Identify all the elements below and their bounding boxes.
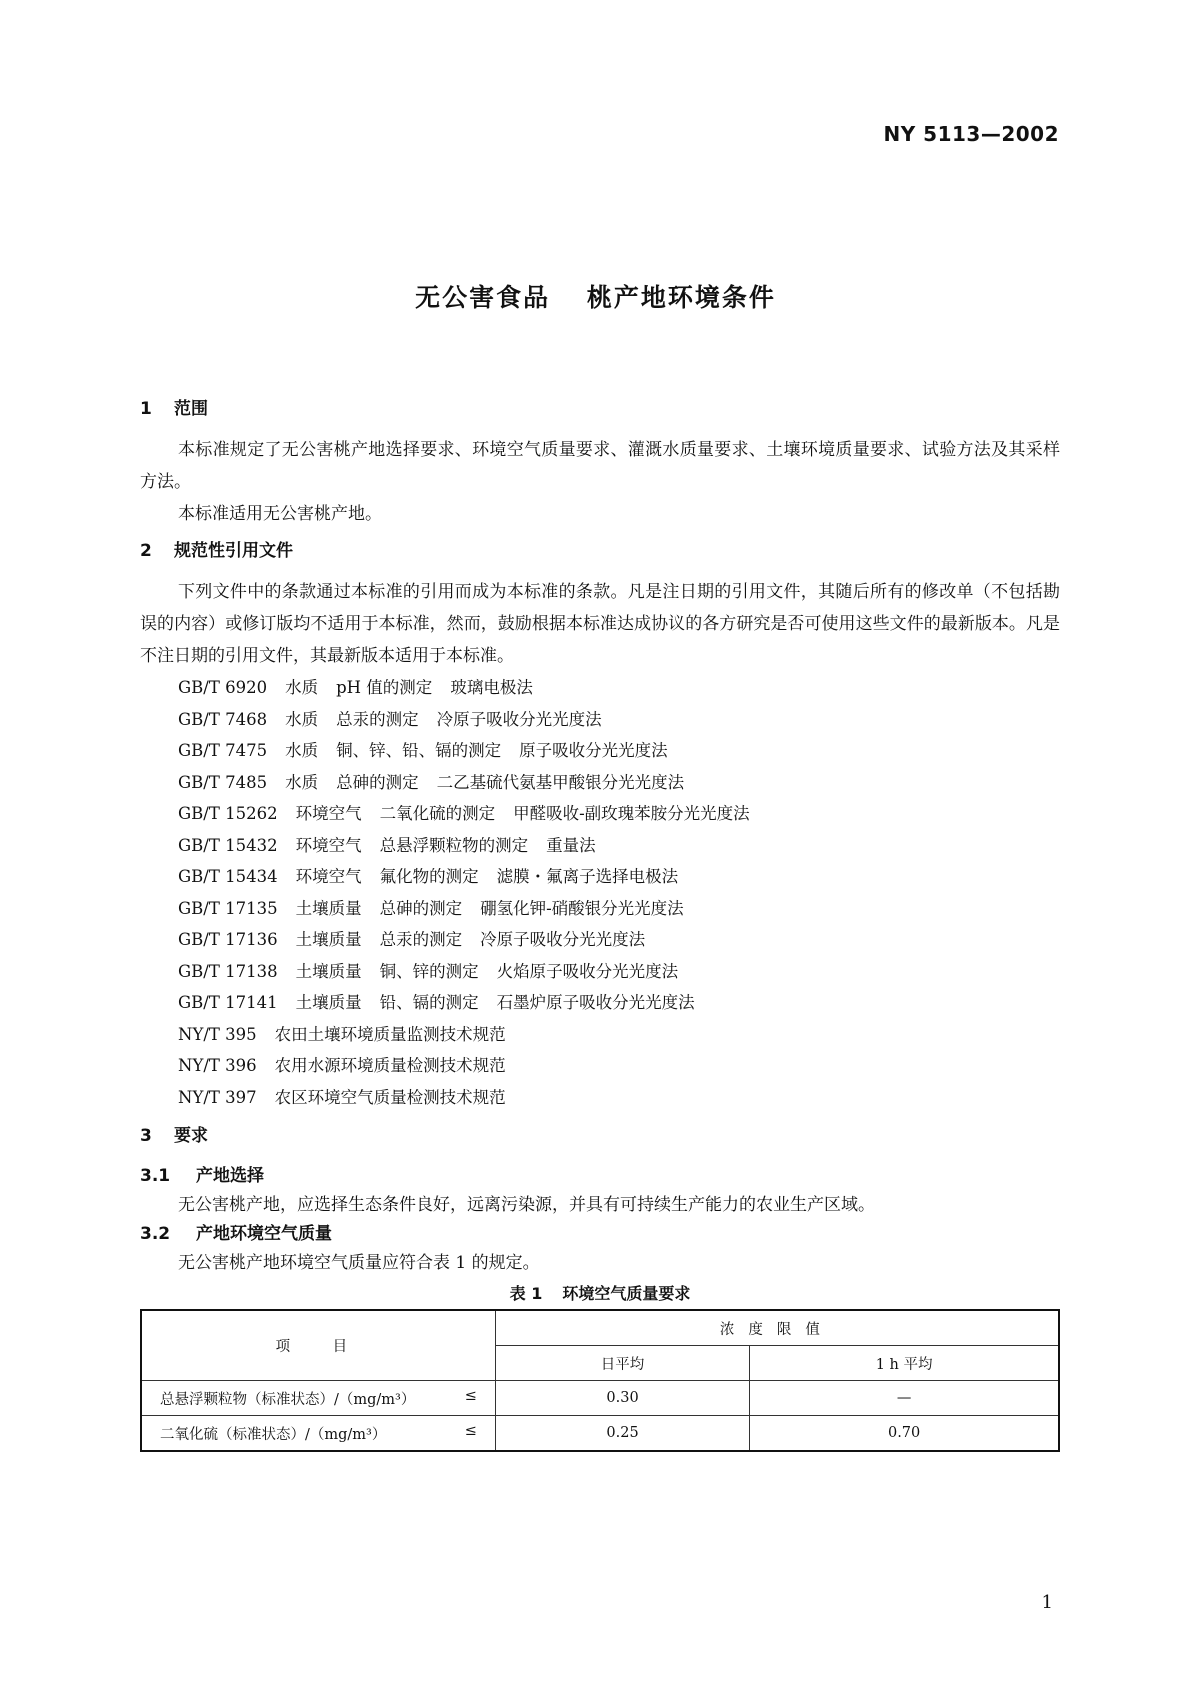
- header-daily: 日平均: [495, 1346, 749, 1381]
- reference-item: GB/T 17135 土壤质量 总砷的测定 硼氢化钾-硝酸银分光光度法: [178, 898, 684, 918]
- reference-item: GB/T 7475 水质 铜、锌、铅、镉的测定 原子吸收分光光度法: [178, 741, 668, 760]
- paragraph: 下列文件中的条款通过本标准的引用而成为本标准的条款。凡是注日期的引用文件，其随后所有的修改单（不包括勘误的内容）或修订版均不适用于本标准，然而，鼓励根据本标准达成协议的各方研究是否可使用这些文件的最新版本。凡是不注日期的引用文件，其最新版本适用于本标准。: [140, 582, 1060, 666]
- header-hourly: 1 h 平均: [750, 1346, 1059, 1381]
- reference-item: GB/T 6920 水质 pH 值的测定 玻璃电极法: [178, 678, 533, 697]
- reference-item: NY/T 397 农区环境空气质量检测技术规范: [178, 1087, 506, 1107]
- section-3-heading: [140, 1123, 1060, 1149]
- header-item: 项 目: [141, 1310, 495, 1381]
- table-header-row: [141, 1310, 1059, 1346]
- section-title: 规范性引用文件: [174, 541, 293, 561]
- section-3-1-heading: [140, 1163, 1060, 1189]
- standard-number: NY 5113—2002: [883, 122, 1059, 146]
- paragraph: 无公害桃产地环境空气质量应符合表 1 的规定。: [178, 1253, 540, 1273]
- table-row: [141, 1416, 1059, 1452]
- row-hourly: 0.70: [750, 1416, 1059, 1452]
- reference-item: GB/T 15434 环境空气 氟化物的测定 滤膜・氟离子选择电极法: [178, 867, 679, 886]
- reference-item: GB/T 17136 土壤质量 总汞的测定 冷原子吸收分光光度法: [178, 930, 646, 949]
- row-hourly: —: [750, 1381, 1059, 1416]
- table-label: 表 1: [509, 1284, 543, 1303]
- document-title: [0, 278, 1191, 314]
- page-number: 1: [1041, 1592, 1053, 1613]
- section-number: 3.2: [140, 1224, 171, 1244]
- reference-item: GB/T 15432 环境空气 总悬浮颗粒物的测定 重量法: [178, 835, 596, 855]
- section-number: 3.1: [140, 1166, 171, 1186]
- reference-item: NY/T 395 农田土壤环境质量监测技术规范: [178, 1024, 506, 1044]
- table-row: [141, 1381, 1059, 1416]
- reference-item: GB/T 15262 环境空气 二氧化硫的测定 甲醛吸收-副玫瑰苯胺分光光度法: [178, 804, 750, 823]
- section-title: 要求: [174, 1126, 208, 1146]
- paragraph: 本标准规定了无公害桃产地选择要求、环境空气质量要求、灌溉水质量要求、土壤环境质量要求、试验方法及其采样方法。: [140, 440, 1060, 492]
- row-item: 总悬浮颗粒物（标准状态）/（mg/m³） ≤: [141, 1381, 495, 1416]
- reference-item: GB/T 17141 土壤质量 铅、镉的测定 石墨炉原子吸收分光光度法: [178, 993, 695, 1012]
- section-1-heading: [140, 396, 1060, 422]
- row-daily: 0.30: [495, 1381, 749, 1416]
- section-title: 产地选择: [196, 1166, 264, 1186]
- reference-item: GB/T 7468 水质 总汞的测定 冷原子吸收分光光度法: [178, 709, 602, 729]
- reference-item: GB/T 17138 土壤质量 铜、锌的测定 火焰原子吸收分光光度法: [178, 961, 679, 981]
- table-title: 环境空气质量要求: [562, 1284, 691, 1303]
- air-quality-table: [140, 1309, 1060, 1452]
- reference-item: GB/T 7485 水质 总砷的测定 二乙基硫代氨基甲酸银分光光度法: [178, 772, 685, 792]
- title-right: 桃产地环境条件: [586, 283, 776, 312]
- title-left: 无公害食品: [415, 283, 551, 312]
- reference-item: NY/T 396 农用水源环境质量检测技术规范: [178, 1056, 506, 1075]
- section-title: 范围: [174, 399, 208, 419]
- reference-list: [140, 672, 1060, 1113]
- row-daily: 0.25: [495, 1416, 749, 1452]
- section-number: 3: [140, 1126, 152, 1146]
- paragraph: 无公害桃产地，应选择生态条件良好，远离污染源，并具有可持续生产能力的农业生产区域。: [178, 1195, 875, 1215]
- row-item: 二氧化硫（标准状态）/（mg/m³） ≤: [141, 1416, 495, 1452]
- section-title: 产地环境空气质量: [196, 1224, 332, 1244]
- section-2-heading: [140, 538, 1060, 564]
- section-number: 1: [140, 399, 152, 419]
- paragraph: 本标准适用无公害桃产地。: [178, 504, 382, 524]
- section-number: 2: [140, 541, 152, 561]
- section-3-2-heading: [140, 1221, 1060, 1247]
- header-limit: 浓度限值: [495, 1310, 1059, 1346]
- document-body: [140, 396, 1060, 1452]
- table-caption: [140, 1279, 1060, 1309]
